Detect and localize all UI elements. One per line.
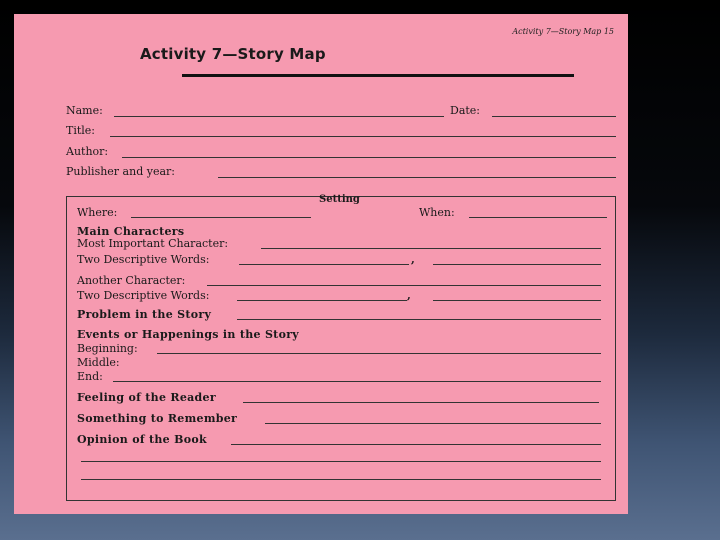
end-label: End: <box>77 370 103 383</box>
another-character-label: Another Character: <box>77 274 186 287</box>
opinion-field[interactable] <box>231 444 601 445</box>
page-title: Activity 7—Story Map <box>140 45 326 63</box>
descriptive-word-field-1a[interactable] <box>239 264 409 265</box>
problem-heading: Problem in the Story <box>77 308 212 321</box>
comma-2: , <box>407 289 411 302</box>
name-field[interactable] <box>114 116 444 117</box>
worksheet-page <box>14 14 628 514</box>
descriptive-word-field-1b[interactable] <box>433 264 601 265</box>
name-label: Name: <box>66 104 103 117</box>
comma-1: , <box>411 253 415 266</box>
title-label: Title: <box>66 124 96 137</box>
setting-heading: Setting <box>319 194 360 205</box>
title-underline <box>182 74 574 77</box>
most-important-field[interactable] <box>261 248 601 249</box>
where-field[interactable] <box>131 217 311 218</box>
date-field[interactable] <box>492 116 616 117</box>
descriptive-words-label-1: Two Descriptive Words: <box>77 253 210 266</box>
running-head: Activity 7—Story Map 15 <box>512 27 614 36</box>
publisher-label: Publisher and year: <box>66 165 175 178</box>
date-label: Date: <box>450 104 481 117</box>
when-label: When: <box>419 206 455 219</box>
main-characters-heading: Main Characters <box>77 225 185 238</box>
most-important-label: Most Important Character: <box>77 237 229 250</box>
beginning-label: Beginning: <box>77 342 138 355</box>
events-heading: Events or Happenings in the Story <box>77 328 299 341</box>
problem-field[interactable] <box>237 319 601 320</box>
descriptive-words-label-2: Two Descriptive Words: <box>77 289 210 302</box>
end-field[interactable] <box>113 381 601 382</box>
opinion-heading: Opinion of the Book <box>77 433 207 446</box>
author-field[interactable] <box>122 157 616 158</box>
when-field[interactable] <box>469 217 607 218</box>
opinion-extra-line-2[interactable] <box>81 479 601 480</box>
beginning-field[interactable] <box>157 353 601 354</box>
middle-label: Middle: <box>77 356 120 369</box>
descriptive-word-field-2a[interactable] <box>237 300 407 301</box>
author-label: Author: <box>66 145 109 158</box>
feeling-heading: Feeling of the Reader <box>77 391 216 404</box>
publisher-field[interactable] <box>218 177 616 178</box>
descriptive-word-field-2b[interactable] <box>433 300 601 301</box>
remember-heading: Something to Remember <box>77 412 238 425</box>
remember-field[interactable] <box>265 423 601 424</box>
opinion-extra-line-1[interactable] <box>81 461 601 462</box>
where-label: Where: <box>77 206 118 219</box>
title-field[interactable] <box>110 136 616 137</box>
feeling-field[interactable] <box>243 402 599 403</box>
another-character-field[interactable] <box>207 285 601 286</box>
story-map-box <box>66 196 616 501</box>
